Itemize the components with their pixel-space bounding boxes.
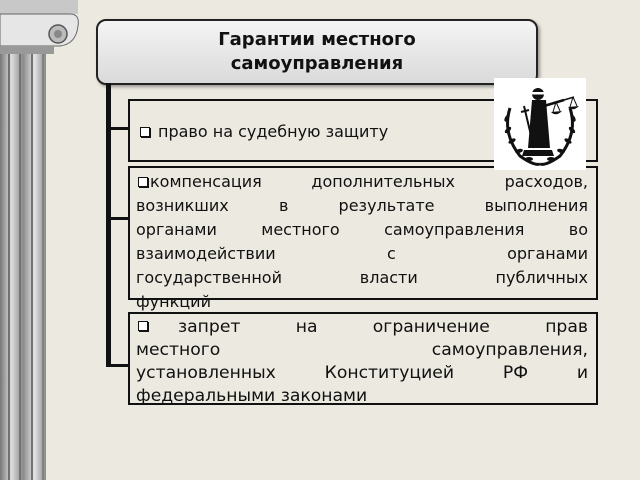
guarantee-item-1-text: право на судебную защиту <box>158 122 389 141</box>
connector-trunk <box>106 83 111 367</box>
page-title <box>218 28 416 76</box>
guarantee-item-2-line: компенсация дополнительных расходов, <box>136 170 588 194</box>
themis-justice-emblem-icon <box>494 78 586 170</box>
title-line-2: самоуправления <box>230 53 404 74</box>
guarantee-item-3-line: установленных Конституцией РФ и <box>136 363 588 383</box>
connector-branch-1 <box>106 127 130 130</box>
guarantee-item-3 <box>128 312 598 405</box>
checkbox-bullet-icon <box>138 177 148 187</box>
guarantee-item-3-line: местного самоуправления, <box>136 340 588 360</box>
guarantee-item-2-line: функций <box>136 292 211 311</box>
classical-column-icon <box>0 0 80 480</box>
guarantee-item-3-line: федеральными законами <box>136 386 368 406</box>
checkbox-bullet-icon <box>140 127 150 137</box>
guarantee-item-2-line: государственной власти публичных <box>136 268 588 287</box>
connector-branch-2 <box>106 217 130 220</box>
title-box <box>96 19 538 85</box>
guarantee-item-2-line: взаимодействии с органами <box>136 244 588 263</box>
guarantee-item-2 <box>128 166 598 311</box>
connector-branch-3 <box>106 364 130 367</box>
checkbox-bullet-icon <box>138 321 148 331</box>
guarantee-item-2-line: органами местного самоуправления во <box>136 220 588 239</box>
guarantee-item-3-line: запрет на ограничение прав <box>136 316 588 339</box>
guarantee-item-2-line: возникших в результате выполнения <box>136 196 588 215</box>
title-line-1: Гарантии местного <box>218 29 416 50</box>
